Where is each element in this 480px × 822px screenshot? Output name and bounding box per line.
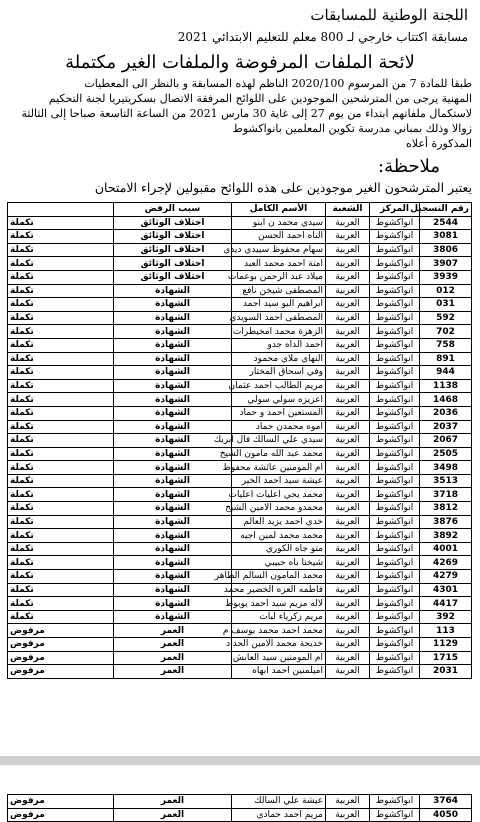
full-name-cell: عيشة علي السالك bbox=[232, 795, 326, 809]
registration-number-cell: 012 bbox=[420, 284, 472, 298]
section-cell: العربية bbox=[326, 556, 370, 570]
registration-number-cell: 944 bbox=[420, 366, 472, 380]
registration-number-cell: 3907 bbox=[420, 257, 472, 271]
full-name-cell: خدي احمد يزيد العالم bbox=[232, 515, 326, 529]
status-cell: تكملة bbox=[8, 610, 114, 624]
table-row bbox=[8, 352, 472, 366]
table-row bbox=[8, 243, 472, 257]
section-cell: العربية bbox=[326, 406, 370, 420]
registration-number-cell: 3892 bbox=[420, 529, 472, 543]
center-cell: انواكشوط bbox=[370, 216, 420, 230]
status-cell: تكملة bbox=[8, 420, 114, 434]
registration-number-cell: 3876 bbox=[420, 515, 472, 529]
note-heading: ملاحظة: bbox=[378, 156, 440, 177]
status-cell: تكملة bbox=[8, 515, 114, 529]
full-name-cell: مريم الطالب احمد عثمان bbox=[232, 379, 326, 393]
full-name-cell: الزهرة محمد امخيطرات bbox=[232, 325, 326, 339]
full-name-cell: محمدو محمد الامين الشيخ bbox=[232, 502, 326, 516]
section-cell: العربية bbox=[326, 638, 370, 652]
table-row bbox=[8, 420, 472, 434]
page-title: لائحة الملفات المرفوضة والملفات الغير مكتملة bbox=[65, 52, 415, 73]
table-row bbox=[8, 542, 472, 556]
full-name-cell: محمد محمد لمين اجيه bbox=[232, 529, 326, 543]
table-row bbox=[8, 488, 472, 502]
status-cell: تكملة bbox=[8, 243, 114, 257]
section-cell: العربية bbox=[326, 379, 370, 393]
table-row bbox=[8, 808, 472, 822]
candidates-table bbox=[7, 202, 472, 679]
section-cell: العربية bbox=[326, 542, 370, 556]
section-cell: العربية bbox=[326, 338, 370, 352]
status-cell: تكملة bbox=[8, 270, 114, 284]
table-row bbox=[8, 366, 472, 380]
section-cell: العربية bbox=[326, 420, 370, 434]
status-cell: تكملة bbox=[8, 461, 114, 475]
status-cell: تكملة bbox=[8, 488, 114, 502]
status-cell: مرفوض bbox=[8, 808, 114, 822]
status-cell: مرفوض bbox=[8, 638, 114, 652]
rejection-reason-cell: اختلاف الوثائق bbox=[114, 230, 232, 244]
section-cell: العربية bbox=[326, 393, 370, 407]
rejection-reason-cell: الشهادة bbox=[114, 393, 232, 407]
rejection-reason-cell: الشهادة bbox=[114, 529, 232, 543]
section-cell: العربية bbox=[326, 311, 370, 325]
section-cell: العربية bbox=[326, 366, 370, 380]
table-row bbox=[8, 583, 472, 597]
center-cell: انواكشوط bbox=[370, 638, 420, 652]
rejection-reason-cell: الشهادة bbox=[114, 338, 232, 352]
full-name-cell: عيشة سيد احمد الخير bbox=[232, 474, 326, 488]
rejection-reason-cell: الشهادة bbox=[114, 420, 232, 434]
table-row bbox=[8, 515, 472, 529]
full-name-cell: اميلمنين احمد ابهاه bbox=[232, 665, 326, 679]
section-cell: العربية bbox=[326, 795, 370, 809]
registration-number-cell: 4417 bbox=[420, 597, 472, 611]
table-row bbox=[8, 270, 472, 284]
center-cell: انواكشوط bbox=[370, 393, 420, 407]
table-row bbox=[8, 379, 472, 393]
center-cell: انواكشوط bbox=[370, 556, 420, 570]
rejection-reason-cell: الشهادة bbox=[114, 379, 232, 393]
table-row bbox=[8, 570, 472, 584]
registration-number-cell: 4269 bbox=[420, 556, 472, 570]
status-cell: تكملة bbox=[8, 502, 114, 516]
status-cell: تكملة bbox=[8, 406, 114, 420]
full-name-cell: اعزيزه سولي سولي bbox=[232, 393, 326, 407]
status-cell: تكملة bbox=[8, 393, 114, 407]
full-name-cell: سيدي محمد ن ابنو bbox=[232, 216, 326, 230]
section-cell: العربية bbox=[326, 352, 370, 366]
registration-number-cell: 2037 bbox=[420, 420, 472, 434]
registration-number-cell: 702 bbox=[420, 325, 472, 339]
rejection-reason-cell: الشهادة bbox=[114, 352, 232, 366]
center-cell: انواكشوط bbox=[370, 502, 420, 516]
registration-number-cell: 113 bbox=[420, 624, 472, 638]
full-name-cell: وفي اسحاق المختار bbox=[232, 366, 326, 380]
full-name-cell: ميلاد عبد الرحمن بوعمات bbox=[232, 270, 326, 284]
center-cell: انواكشوط bbox=[370, 474, 420, 488]
table-row bbox=[8, 556, 472, 570]
center-cell: انواكشوط bbox=[370, 597, 420, 611]
status-cell: تكملة bbox=[8, 284, 114, 298]
table-row bbox=[8, 638, 472, 652]
center-cell: انواكشوط bbox=[370, 461, 420, 475]
table-row bbox=[8, 406, 472, 420]
full-name-cell: خديجة محمد الامين الحداد bbox=[232, 638, 326, 652]
registration-number-cell: 2036 bbox=[420, 406, 472, 420]
table-row bbox=[8, 597, 472, 611]
paragraph-line: المهنية يرجى من المترشحين الموجودين على اللوائح المرفقة الاتصال بسكريتيريا لجنة التحكيم bbox=[48, 92, 472, 105]
section-cell: العربية bbox=[326, 298, 370, 312]
table-row bbox=[8, 610, 472, 624]
registration-number-cell: 2505 bbox=[420, 447, 472, 461]
registration-number-cell: 891 bbox=[420, 352, 472, 366]
header-full-name: الأسم الكامل bbox=[232, 203, 326, 217]
status-cell: تكملة bbox=[8, 298, 114, 312]
status-cell: تكملة bbox=[8, 338, 114, 352]
rejection-reason-cell: الشهادة bbox=[114, 583, 232, 597]
section-cell: العربية bbox=[326, 447, 370, 461]
header-center: المركز bbox=[370, 203, 420, 217]
paragraph-line: طبقا للمادة 7 من المرسوم 2020/100 الناظم لهذه المسابقة و بالنظر الى المعطيات bbox=[84, 77, 472, 90]
rejection-reason-cell: الشهادة bbox=[114, 434, 232, 448]
registration-number-cell: 1468 bbox=[420, 393, 472, 407]
center-cell: انواكشوط bbox=[370, 243, 420, 257]
status-cell: تكملة bbox=[8, 447, 114, 461]
registration-number-cell: 3513 bbox=[420, 474, 472, 488]
center-cell: انواكشوط bbox=[370, 665, 420, 679]
center-cell: انواكشوط bbox=[370, 338, 420, 352]
status-cell: مرفوض bbox=[8, 795, 114, 809]
center-cell: انواكشوط bbox=[370, 270, 420, 284]
registration-number-cell: 3812 bbox=[420, 502, 472, 516]
rejection-reason-cell: العمر bbox=[114, 665, 232, 679]
section-cell: العربية bbox=[326, 270, 370, 284]
status-cell: مرفوض bbox=[8, 624, 114, 638]
registration-number-cell: 3939 bbox=[420, 270, 472, 284]
rejection-reason-cell: الشهادة bbox=[114, 570, 232, 584]
registration-number-cell: 1715 bbox=[420, 651, 472, 665]
center-cell: انواكشوط bbox=[370, 379, 420, 393]
full-name-cell: متو جاه الكوري bbox=[232, 542, 326, 556]
full-name-cell: سيدي علي السالك فال ابريك bbox=[232, 434, 326, 448]
section-cell: العربية bbox=[326, 610, 370, 624]
rejection-reason-cell: الشهادة bbox=[114, 488, 232, 502]
rejection-reason-cell: الشهادة bbox=[114, 461, 232, 475]
rejection-reason-cell: العمر bbox=[114, 795, 232, 809]
table-row bbox=[8, 474, 472, 488]
center-cell: انواكشوط bbox=[370, 352, 420, 366]
rejection-reason-cell: الشهادة bbox=[114, 474, 232, 488]
rejection-reason-cell: العمر bbox=[114, 808, 232, 822]
rejection-reason-cell: اختلاف الوثائق bbox=[114, 270, 232, 284]
status-cell: تكملة bbox=[8, 311, 114, 325]
table-row bbox=[8, 257, 472, 271]
rejection-reason-cell: الشهادة bbox=[114, 298, 232, 312]
table-row bbox=[8, 651, 472, 665]
rejection-reason-cell: الشهادة bbox=[114, 502, 232, 516]
registration-number-cell: 3081 bbox=[420, 230, 472, 244]
registration-number-cell: 592 bbox=[420, 311, 472, 325]
center-cell: انواكشوط bbox=[370, 230, 420, 244]
center-cell: انواكشوط bbox=[370, 610, 420, 624]
rejection-reason-cell: اختلاف الوثائق bbox=[114, 257, 232, 271]
full-name-cell: محمد يحي اعليات اعليات bbox=[232, 488, 326, 502]
center-cell: انواكشوط bbox=[370, 624, 420, 638]
section-cell: العربية bbox=[326, 216, 370, 230]
section-cell: العربية bbox=[326, 474, 370, 488]
table-row bbox=[8, 311, 472, 325]
registration-number-cell: 4050 bbox=[420, 808, 472, 822]
rejection-reason-cell: العمر bbox=[114, 638, 232, 652]
rejection-reason-cell: الشهادة bbox=[114, 610, 232, 624]
table-row bbox=[8, 393, 472, 407]
paragraph-line: زوالا وذلك بمباني مدرسة تكوين المعلمين بانواكشوط bbox=[232, 122, 472, 135]
status-cell: تكملة bbox=[8, 379, 114, 393]
paragraph-line: المذكورة أعلاه bbox=[406, 137, 472, 150]
center-cell: انواكشوط bbox=[370, 795, 420, 809]
rejection-reason-cell: الشهادة bbox=[114, 447, 232, 461]
center-cell: انواكشوط bbox=[370, 808, 420, 822]
status-cell: تكملة bbox=[8, 325, 114, 339]
full-name-cell: احمد الداه جدو bbox=[232, 338, 326, 352]
full-name-cell: مريم زكرياء لبات bbox=[232, 610, 326, 624]
full-name-cell: محمد عبد الله مامون الشيخ bbox=[232, 447, 326, 461]
page-separator bbox=[0, 756, 480, 765]
section-cell: العربية bbox=[326, 325, 370, 339]
rejection-reason-cell: الشهادة bbox=[114, 284, 232, 298]
status-cell: تكملة bbox=[8, 474, 114, 488]
table-row bbox=[8, 325, 472, 339]
status-cell: تكملة bbox=[8, 434, 114, 448]
rejection-reason-cell: الشهادة bbox=[114, 556, 232, 570]
table-row bbox=[8, 298, 472, 312]
registration-number-cell: 2031 bbox=[420, 665, 472, 679]
table-row bbox=[8, 284, 472, 298]
registration-number-cell: 031 bbox=[420, 298, 472, 312]
candidates-table-continued bbox=[7, 794, 472, 822]
rejection-reason-cell: الشهادة bbox=[114, 406, 232, 420]
section-cell: العربية bbox=[326, 284, 370, 298]
registration-number-cell: 3764 bbox=[420, 795, 472, 809]
table-row bbox=[8, 624, 472, 638]
center-cell: انواكشوط bbox=[370, 366, 420, 380]
full-name-cell: شيخنا باه حبيبي bbox=[232, 556, 326, 570]
table-header-row bbox=[8, 203, 472, 217]
registration-number-cell: 4001 bbox=[420, 542, 472, 556]
center-cell: انواكشوط bbox=[370, 542, 420, 556]
rejection-reason-cell: اختلاف الوثائق bbox=[114, 243, 232, 257]
center-cell: انواكشوط bbox=[370, 284, 420, 298]
section-cell: العربية bbox=[326, 434, 370, 448]
section-cell: العربية bbox=[326, 257, 370, 271]
section-cell: العربية bbox=[326, 488, 370, 502]
registration-number-cell: 3718 bbox=[420, 488, 472, 502]
full-name-cell: محمد المامون السالم الطاهر bbox=[232, 570, 326, 584]
section-cell: العربية bbox=[326, 461, 370, 475]
full-name-cell: النهاي ملاي محمود bbox=[232, 352, 326, 366]
full-name-cell: المستعين احمد و حماد bbox=[232, 406, 326, 420]
center-cell: انواكشوط bbox=[370, 420, 420, 434]
rejection-reason-cell: الشهادة bbox=[114, 311, 232, 325]
status-cell: مرفوض bbox=[8, 651, 114, 665]
section-cell: العربية bbox=[326, 583, 370, 597]
full-name-cell: مريم احمد حمادي bbox=[232, 808, 326, 822]
status-cell: تكملة bbox=[8, 542, 114, 556]
instructions-paragraph bbox=[8, 76, 472, 151]
table-row bbox=[8, 216, 472, 230]
table-row bbox=[8, 338, 472, 352]
table-row bbox=[8, 230, 472, 244]
registration-number-cell: 3498 bbox=[420, 461, 472, 475]
competition-subtitle: مسابقة اكتتاب خارجي لـ 800 معلم للتعليم الابتدائي 2021 bbox=[177, 30, 468, 44]
table-row bbox=[8, 434, 472, 448]
table-row bbox=[8, 795, 472, 809]
header-section: الشعبة bbox=[326, 203, 370, 217]
center-cell: انواكشوط bbox=[370, 583, 420, 597]
full-name-cell: سهام محفوظ سييدي ديدي bbox=[232, 243, 326, 257]
registration-number-cell: 4279 bbox=[420, 570, 472, 584]
registration-number-cell: 3806 bbox=[420, 243, 472, 257]
full-name-cell: ام المومنين سيد العابش bbox=[232, 651, 326, 665]
full-name-cell: لاله مريم سيد احمد بوبوط bbox=[232, 597, 326, 611]
table-row bbox=[8, 529, 472, 543]
status-cell: تكملة bbox=[8, 216, 114, 230]
section-cell: العربية bbox=[326, 515, 370, 529]
registration-number-cell: 1129 bbox=[420, 638, 472, 652]
header-rejection-reason: سبب الرفض bbox=[114, 203, 232, 217]
registration-number-cell: 2067 bbox=[420, 434, 472, 448]
section-cell: العربية bbox=[326, 243, 370, 257]
full-name-cell: فاطمه العزه الخضير محمد bbox=[232, 583, 326, 597]
full-name-cell: محمد احمد محمد يوسف م bbox=[232, 624, 326, 638]
status-cell: تكملة bbox=[8, 529, 114, 543]
rejection-reason-cell: الشهادة bbox=[114, 325, 232, 339]
status-cell: تكملة bbox=[8, 556, 114, 570]
full-name-cell: الناه احمد الحسن bbox=[232, 230, 326, 244]
center-cell: انواكشوط bbox=[370, 325, 420, 339]
status-cell: تكملة bbox=[8, 366, 114, 380]
organization-title: اللجنة الوطنية للمسابقات bbox=[310, 6, 468, 24]
table-row bbox=[8, 461, 472, 475]
full-name-cell: ابراهيم البو سيد احمد bbox=[232, 298, 326, 312]
section-cell: العربية bbox=[326, 230, 370, 244]
table-row bbox=[8, 502, 472, 516]
section-cell: العربية bbox=[326, 651, 370, 665]
status-cell: تكملة bbox=[8, 597, 114, 611]
rejection-reason-cell: العمر bbox=[114, 624, 232, 638]
registration-number-cell: 758 bbox=[420, 338, 472, 352]
status-cell: مرفوض bbox=[8, 665, 114, 679]
registration-number-cell: 1138 bbox=[420, 379, 472, 393]
center-cell: انواكشوط bbox=[370, 488, 420, 502]
full-name-cell: المصطفى شيخن نافع bbox=[232, 284, 326, 298]
rejection-reason-cell: الشهادة bbox=[114, 542, 232, 556]
full-name-cell: اموه محمدن حماد bbox=[232, 420, 326, 434]
section-cell: العربية bbox=[326, 597, 370, 611]
registration-number-cell: 392 bbox=[420, 610, 472, 624]
full-name-cell: امنة احمد محمد العبد bbox=[232, 257, 326, 271]
center-cell: انواكشوط bbox=[370, 651, 420, 665]
status-cell: تكملة bbox=[8, 570, 114, 584]
center-cell: انواكشوط bbox=[370, 406, 420, 420]
rejection-reason-cell: اختلاف الوثائق bbox=[114, 216, 232, 230]
center-cell: انواكشوط bbox=[370, 529, 420, 543]
status-cell: تكملة bbox=[8, 257, 114, 271]
registration-number-cell: 2544 bbox=[420, 216, 472, 230]
section-cell: العربية bbox=[326, 502, 370, 516]
section-cell: العربية bbox=[326, 808, 370, 822]
status-cell: تكملة bbox=[8, 230, 114, 244]
status-cell: تكملة bbox=[8, 352, 114, 366]
center-cell: انواكشوط bbox=[370, 570, 420, 584]
rejection-reason-cell: العمر bbox=[114, 651, 232, 665]
table-row bbox=[8, 447, 472, 461]
rejection-reason-cell: الشهادة bbox=[114, 597, 232, 611]
rejection-reason-cell: الشهادة bbox=[114, 515, 232, 529]
table-row bbox=[8, 665, 472, 679]
center-cell: انواكشوط bbox=[370, 311, 420, 325]
center-cell: انواكشوط bbox=[370, 447, 420, 461]
paragraph-line: لاستكمال ملفاتهم ابتداء من يوم 27 إلى غاية 30 مارس 2021 من الساعة التاسعة صباحا إلى الثالثة bbox=[21, 107, 472, 120]
rejection-reason-cell: الشهادة bbox=[114, 366, 232, 380]
section-cell: العربية bbox=[326, 665, 370, 679]
center-cell: انواكشوط bbox=[370, 257, 420, 271]
section-cell: العربية bbox=[326, 570, 370, 584]
full-name-cell: ام المومنين عائشة محفوظ bbox=[232, 461, 326, 475]
section-cell: العربية bbox=[326, 529, 370, 543]
note-text: يعتبر المترشحون الغير موجودين على هذه اللوائح مقبولين لإجراء الامتحان bbox=[94, 180, 472, 195]
center-cell: انواكشوط bbox=[370, 298, 420, 312]
center-cell: انواكشوط bbox=[370, 434, 420, 448]
header-status bbox=[8, 203, 114, 217]
section-cell: العربية bbox=[326, 624, 370, 638]
full-name-cell: المصطفى احمد السويدي bbox=[232, 311, 326, 325]
status-cell: تكملة bbox=[8, 583, 114, 597]
registration-number-cell: 4301 bbox=[420, 583, 472, 597]
header-registration-number: رقم التسجيل bbox=[420, 203, 472, 217]
center-cell: انواكشوط bbox=[370, 515, 420, 529]
